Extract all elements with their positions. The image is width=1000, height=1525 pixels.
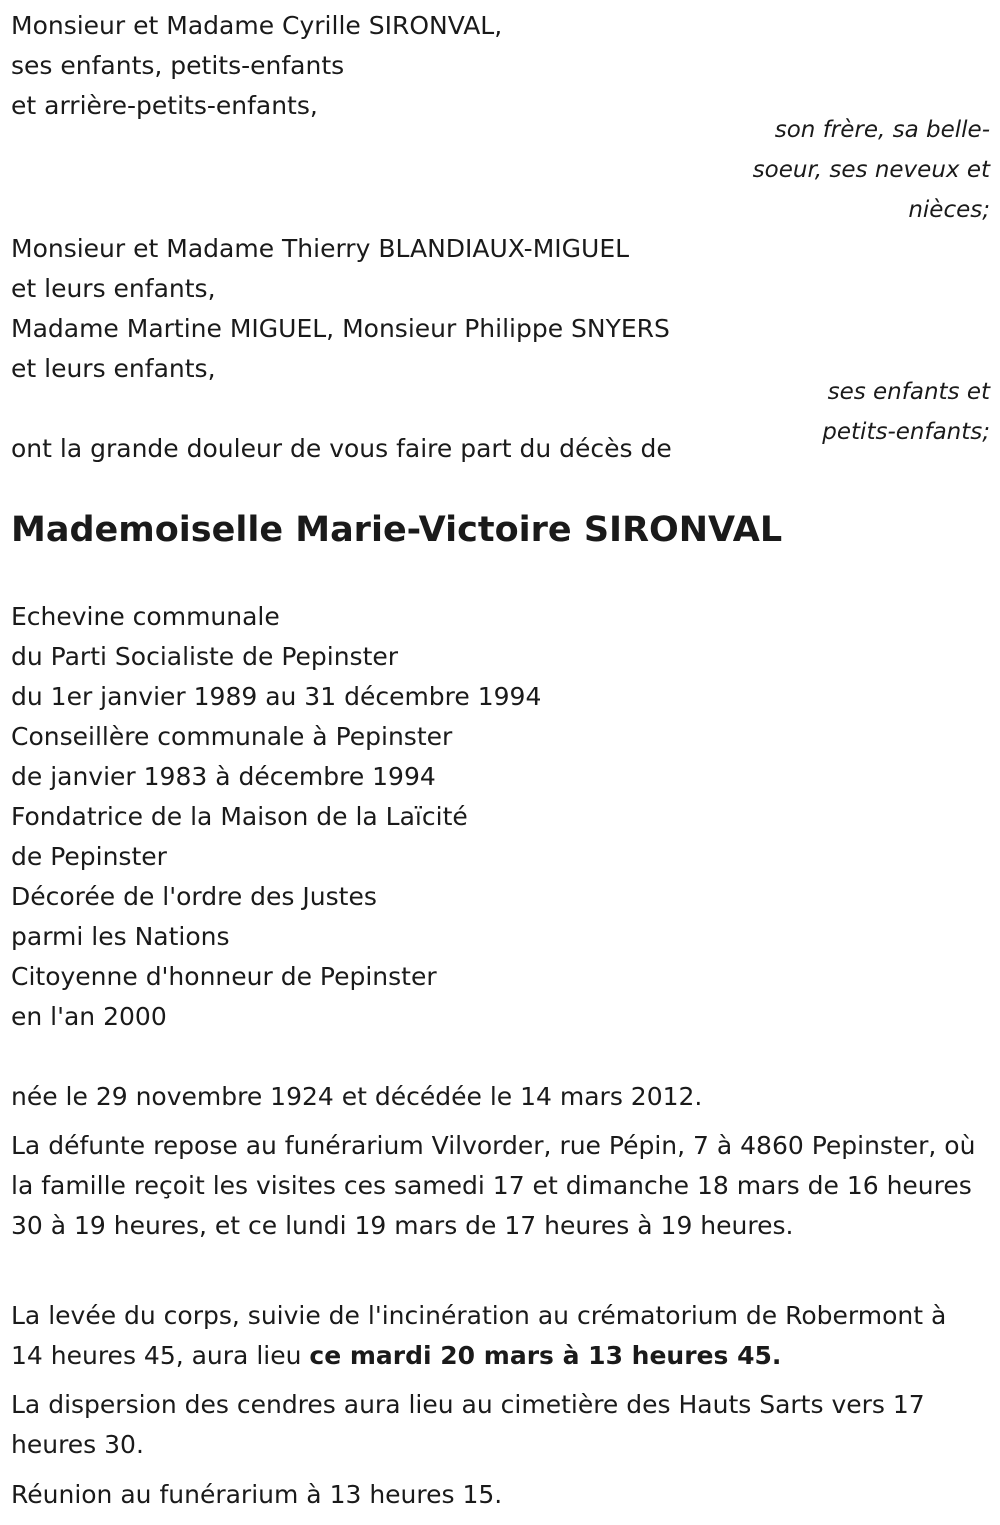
family-line: et leurs enfants,: [11, 354, 216, 383]
title-line: du 1er janvier 1989 au 31 décembre 1994: [11, 682, 542, 711]
family-line: Monsieur et Madame Thierry BLANDIAUX-MIGUEL: [11, 234, 630, 263]
ceremony-paragraph: [11, 1296, 986, 1376]
title-line: de Pepinster: [11, 842, 167, 871]
relation-line: soeur, ses neveux et: [752, 157, 990, 183]
relation-line: petits-enfants;: [822, 419, 990, 445]
title-line: Conseillère communale à Pepinster: [11, 722, 453, 751]
family-line: et arrière-petits-enfants,: [11, 91, 318, 120]
relation-line: son frère, sa belle-: [774, 117, 990, 143]
relation-note-children: [822, 372, 990, 452]
title-line: Décorée de l'ordre des Justes: [11, 882, 377, 911]
family-line: et leurs enfants,: [11, 274, 216, 303]
relation-line: ses enfants et: [827, 379, 990, 405]
visitation-paragraph: La défunte repose au funérarium Vilvorder, rue Pépin, 7 à 4860 Pepinster, où la famille reçoit les visites ces samedi 17 et dimanche 18 mars de 16 heures 30 à 19 heures, et ce lundi 19 mars de 17 heures à 19 heures.: [11, 1131, 976, 1240]
ceremony-text: La levée du corps, suivie de l'incinération au crématorium de Robermont à 14 heures 45, aura lieu: [11, 1301, 947, 1370]
title-line: Echevine communale: [11, 602, 280, 631]
title-line: en l'an 2000: [11, 1002, 167, 1031]
title-line: Citoyenne d'honneur de Pepinster: [11, 962, 437, 991]
birth-death-dates: née le 29 novembre 1924 et décédée le 14 mars 2012.: [11, 1082, 703, 1111]
relation-line: nièces;: [908, 197, 990, 223]
dispersion-paragraph: La dispersion des cendres aura lieu au cimetière des Hauts Sarts vers 17 heures 30.: [11, 1390, 925, 1459]
title-line: du Parti Socialiste de Pepinster: [11, 642, 399, 671]
ceremony-emphasis: ce mardi 20 mars à 13 heures 45.: [309, 1341, 782, 1370]
announcement-text: ont la grande douleur de vous faire part du décès de: [11, 434, 672, 463]
family-line: ses enfants, petits-enfants: [11, 51, 345, 80]
relation-note-siblings: [753, 110, 990, 230]
meeting-paragraph: Réunion au funérarium à 13 heures 15.: [11, 1480, 503, 1509]
family-line: Madame Martine MIGUEL, Monsieur Philippe SNYERS: [11, 314, 670, 343]
title-line: parmi les Nations: [11, 922, 230, 951]
title-line: Fondatrice de la Maison de la Laïcité: [11, 802, 468, 831]
title-line: de janvier 1983 à décembre 1994: [11, 762, 436, 791]
deceased-name: Mademoiselle Marie-Victoire SIRONVAL: [11, 510, 783, 550]
family-line: Monsieur et Madame Cyrille SIRONVAL,: [11, 11, 503, 40]
